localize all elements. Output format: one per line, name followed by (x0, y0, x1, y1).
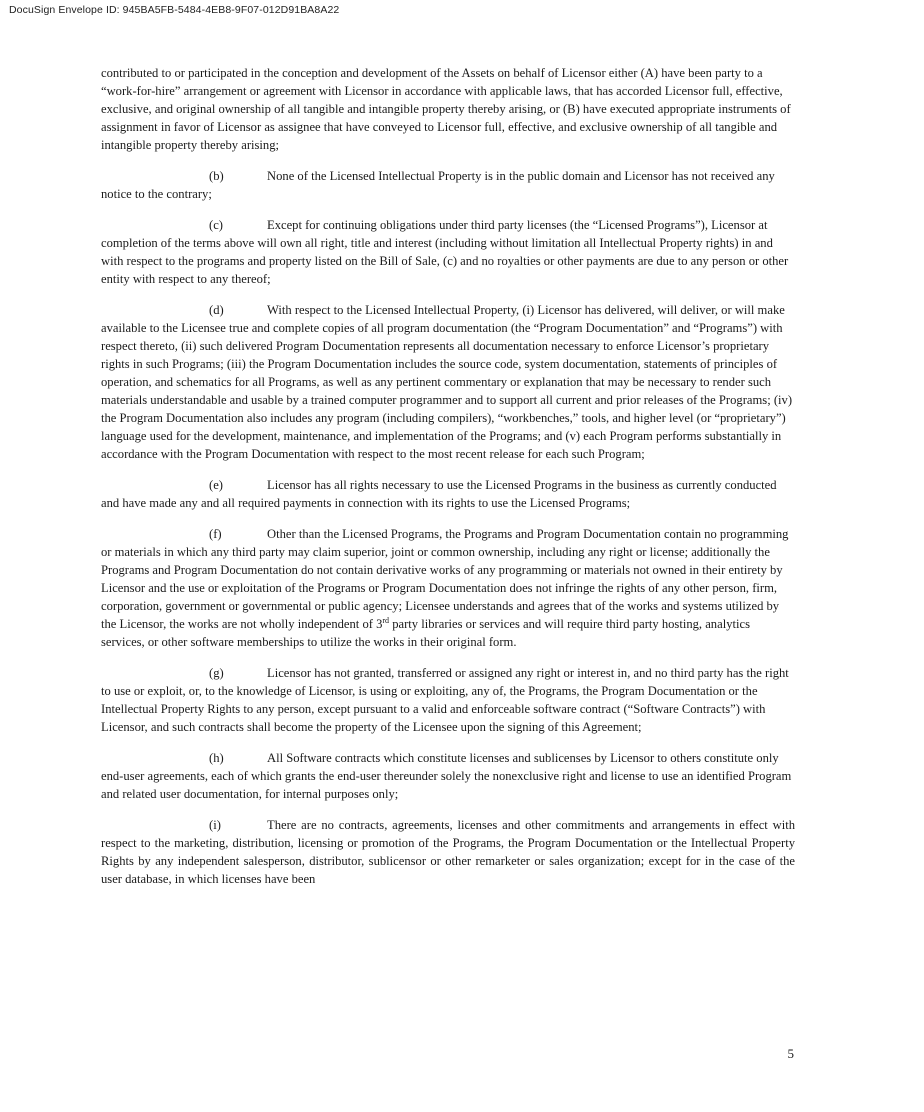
clause-e (101, 476, 795, 512)
clause-g (101, 664, 795, 736)
clause-text: There are no contracts, agreements, licenses and other commitments and arrangements in effect with respect to the marketing, distribution, licensing or promotion of the Programs, the Program Documentation or the Intellectual Property Rights by any independent salesperson, distributor, sublicensor or other remarketer or sales organization; except for in the case of the user database, in which licenses have been (101, 818, 795, 886)
clause-text-cont: party libraries or services and will require third party hosting, analytics services, or other software memberships to utilize the works in their original form. (101, 617, 750, 649)
clause-label: (f) (209, 527, 222, 541)
intro-paragraph: contributed to or participated in the conception and development of the Assets on behalf of Licensor either (A) have been party to a “work-for-hire” arrangement or agreement with Licensor in accordance with applicable laws, that has accorded Licensor full, effective, exclusive, and original ownership of all tangible and intangible property thereby arising, or (B) have executed appropriate instruments of assignment in favor of Licensor as assignee that have conveyed to Licensor full, effective, and exclusive ownership of all tangible and intangible property thereby arising; (101, 66, 791, 152)
docusign-envelope-id: DocuSign Envelope ID: 945BA5FB-5484-4EB8-9F07-012D91BA8A22 (9, 4, 340, 16)
clause-text: Licensor has not granted, transferred or assigned any right or interest in, and no third party has the right to use or exploit, or, to the knowledge of Licensor, is using or exploiting, any of, the Programs, the Program Documentation or the Intellectual Property Rights to any person, except pursuant to a valid and enforceable software contract (“Software Contracts”) with Licensor, and such contracts shall become the property of the Licensee upon the signing of this Agreement; (101, 666, 789, 734)
clause-text: Licensor has all rights necessary to use the Licensed Programs in the business as currently conducted and have made any and all required payments in connection with its rights to use the Licensed Programs; (101, 478, 777, 510)
clause-d (101, 301, 795, 463)
page-number: 5 (787, 1046, 794, 1061)
clause-text: All Software contracts which constitute licenses and sublicenses by Licensor to others constitute only end-user agreements, each of which grants the end-user thereunder solely the nonexclusive right and license to use an identified Program and related user documentation, for internal purposes only; (101, 751, 792, 801)
clause-b (101, 167, 795, 203)
clause-label: (i) (209, 818, 221, 832)
clause-h (101, 749, 795, 803)
document-body (101, 64, 795, 901)
clause-f (101, 525, 795, 651)
clause-label: (c) (209, 218, 223, 232)
clause-text: With respect to the Licensed Intellectual Property, (i) Licensor has delivered, will deliver, or will make available to the Licensee true and complete copies of all program documentation (the “Program Documentation” and “Programs”) with respect thereto, (ii) such delivered Program Documentation represents all documentation necessary to enforce Licensor’s proprietary rights in such Programs; (iii) the Program Documentation includes the source code, system documentation, statements of principles of operation, and schematics for all Programs, as well as any pertinent commentary or explanation that may be necessary to render such materials understandable and usable by a trained computer programmer and to support all current and prior releases of the Programs; (iv) the Program Documentation also includes any program (including compilers), “workbenches,” tools, and higher level (or “proprietary”) language used for the development, maintenance, and implementation of the Programs; and (v) each Program performs substantially in accordance with the Program Documentation with respect to the most recent release for each such Program; (101, 303, 793, 461)
clause-text: Except for continuing obligations under third party licenses (the “Licensed Programs”), Licensor at completion of the terms above will own all right, title and interest (including without limitation all Intellectual Property rights) in and with respect to the programs and property listed on the Bill of Sale, (c) and no royalties or other payments are due to any person or other entity with respect to any thereof; (101, 218, 789, 286)
clause-label: (h) (209, 751, 224, 765)
superscript: rd (382, 615, 390, 625)
clause-c (101, 216, 795, 288)
clause-label: (e) (209, 478, 223, 492)
clause-text: None of the Licensed Intellectual Property is in the public domain and Licensor has not received any notice to the contrary; (101, 169, 775, 201)
clause-label: (b) (209, 169, 224, 183)
clause-label: (g) (209, 666, 224, 680)
clause-text: Other than the Licensed Programs, the Programs and Program Documentation contain no programming or materials in which any third party may claim superior, joint or common ownership, including any right or license; additionally the Programs and Program Documentation do not contain derivative works of any programming or materials not owned in their entirety by Licensor and the use or exploitation of the Programs or Program Documentation does not infringe the rights of any other person, firm, corporation, government or governmental or public agency; Licensee understands and agrees that of the works and systems utilized by the Licensor, the works are not wholly independent of 3 (101, 527, 789, 631)
clause-label: (d) (209, 303, 224, 317)
clause-i (101, 816, 795, 888)
